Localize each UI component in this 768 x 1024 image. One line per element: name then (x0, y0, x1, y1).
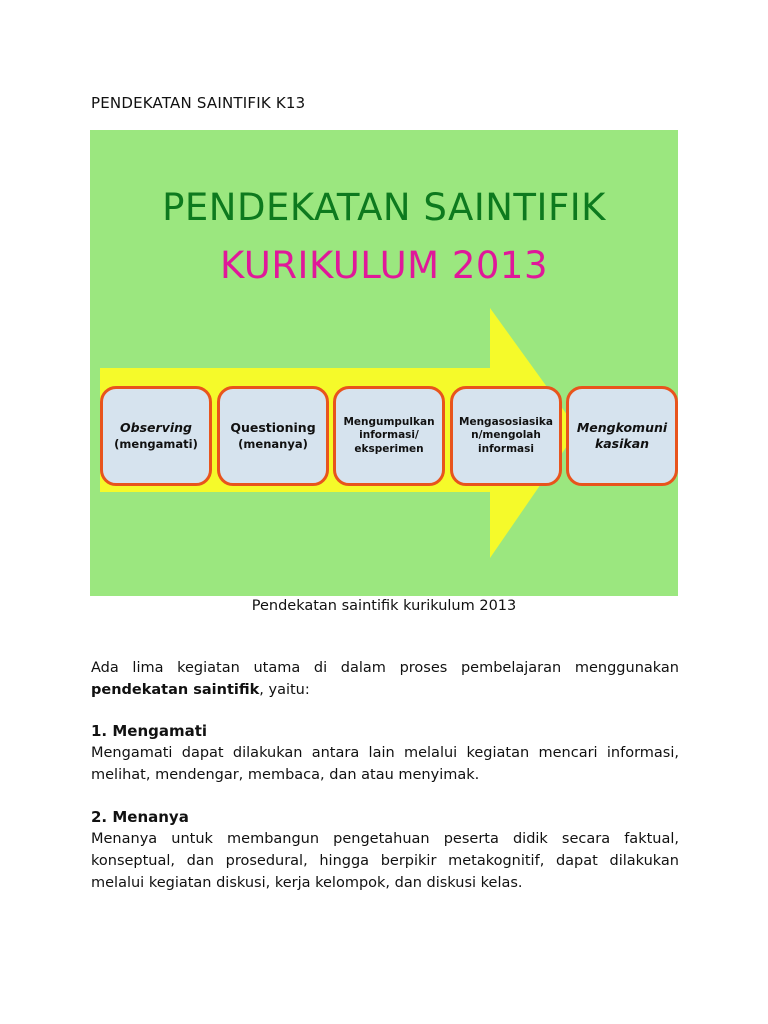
intro-tail: , yaitu: (259, 682, 310, 698)
step-label: Questioning (230, 420, 316, 436)
section-text-menanya: Menanya untuk membangun pengetahuan peserta didik secara faktual, konseptual, dan prosedural, hingga berpikir metakognitif, dapat dilakukan melalui kegiatan diskusi, kerja kelompok, dan diskusi kelas. (91, 831, 679, 891)
step-sublabel: n/mengolah (471, 429, 541, 442)
step-questioning (217, 386, 329, 486)
step-sublabel: informasi (478, 442, 534, 455)
figure-caption: Pendekatan saintifik kurikulum 2013 (251, 598, 517, 614)
section-text-mengamati: Mengamati dapat dilakukan antara lain melalui kegiatan mencari informasi, melihat, mendengar, membaca, dan atau menyimak. (91, 745, 679, 783)
step-mengkomunikasikan (566, 386, 678, 486)
step-mengasosiasikan (450, 386, 562, 486)
step-sublabel: informasi/ (359, 429, 419, 442)
section-heading-menanya: 2. Menanya (91, 808, 189, 826)
saintifik-figure (90, 130, 678, 596)
intro-paragraph (91, 657, 679, 701)
step-sublabel: eksperimen (354, 442, 424, 455)
step-observing (100, 386, 212, 486)
step-label: Mengkomuni (576, 419, 668, 435)
intro-bold-term: pendekatan saintifik (91, 682, 260, 698)
step-label: Mengumpulkan (343, 415, 435, 428)
step-sublabel: (mengamati) (114, 436, 198, 451)
section-heading-mengamati: 1. Mengamati (91, 722, 208, 740)
step-label: Mengasosiasika (459, 415, 553, 428)
figure-title-main: PENDEKATAN SAINTIFIK (162, 186, 606, 229)
intro-text: Ada lima kegiatan utama di dalam proses pembelajaran menggunakan (91, 660, 679, 676)
step-sublabel: (menanya) (238, 436, 308, 451)
step-sublabel: kasikan (594, 436, 650, 451)
document-title: PENDEKATAN SAINTIFIK K13 (91, 94, 306, 112)
figure-title-sub: KURIKULUM 2013 (219, 244, 549, 287)
step-mengumpulkan (333, 386, 445, 486)
step-label: Observing (120, 420, 192, 436)
